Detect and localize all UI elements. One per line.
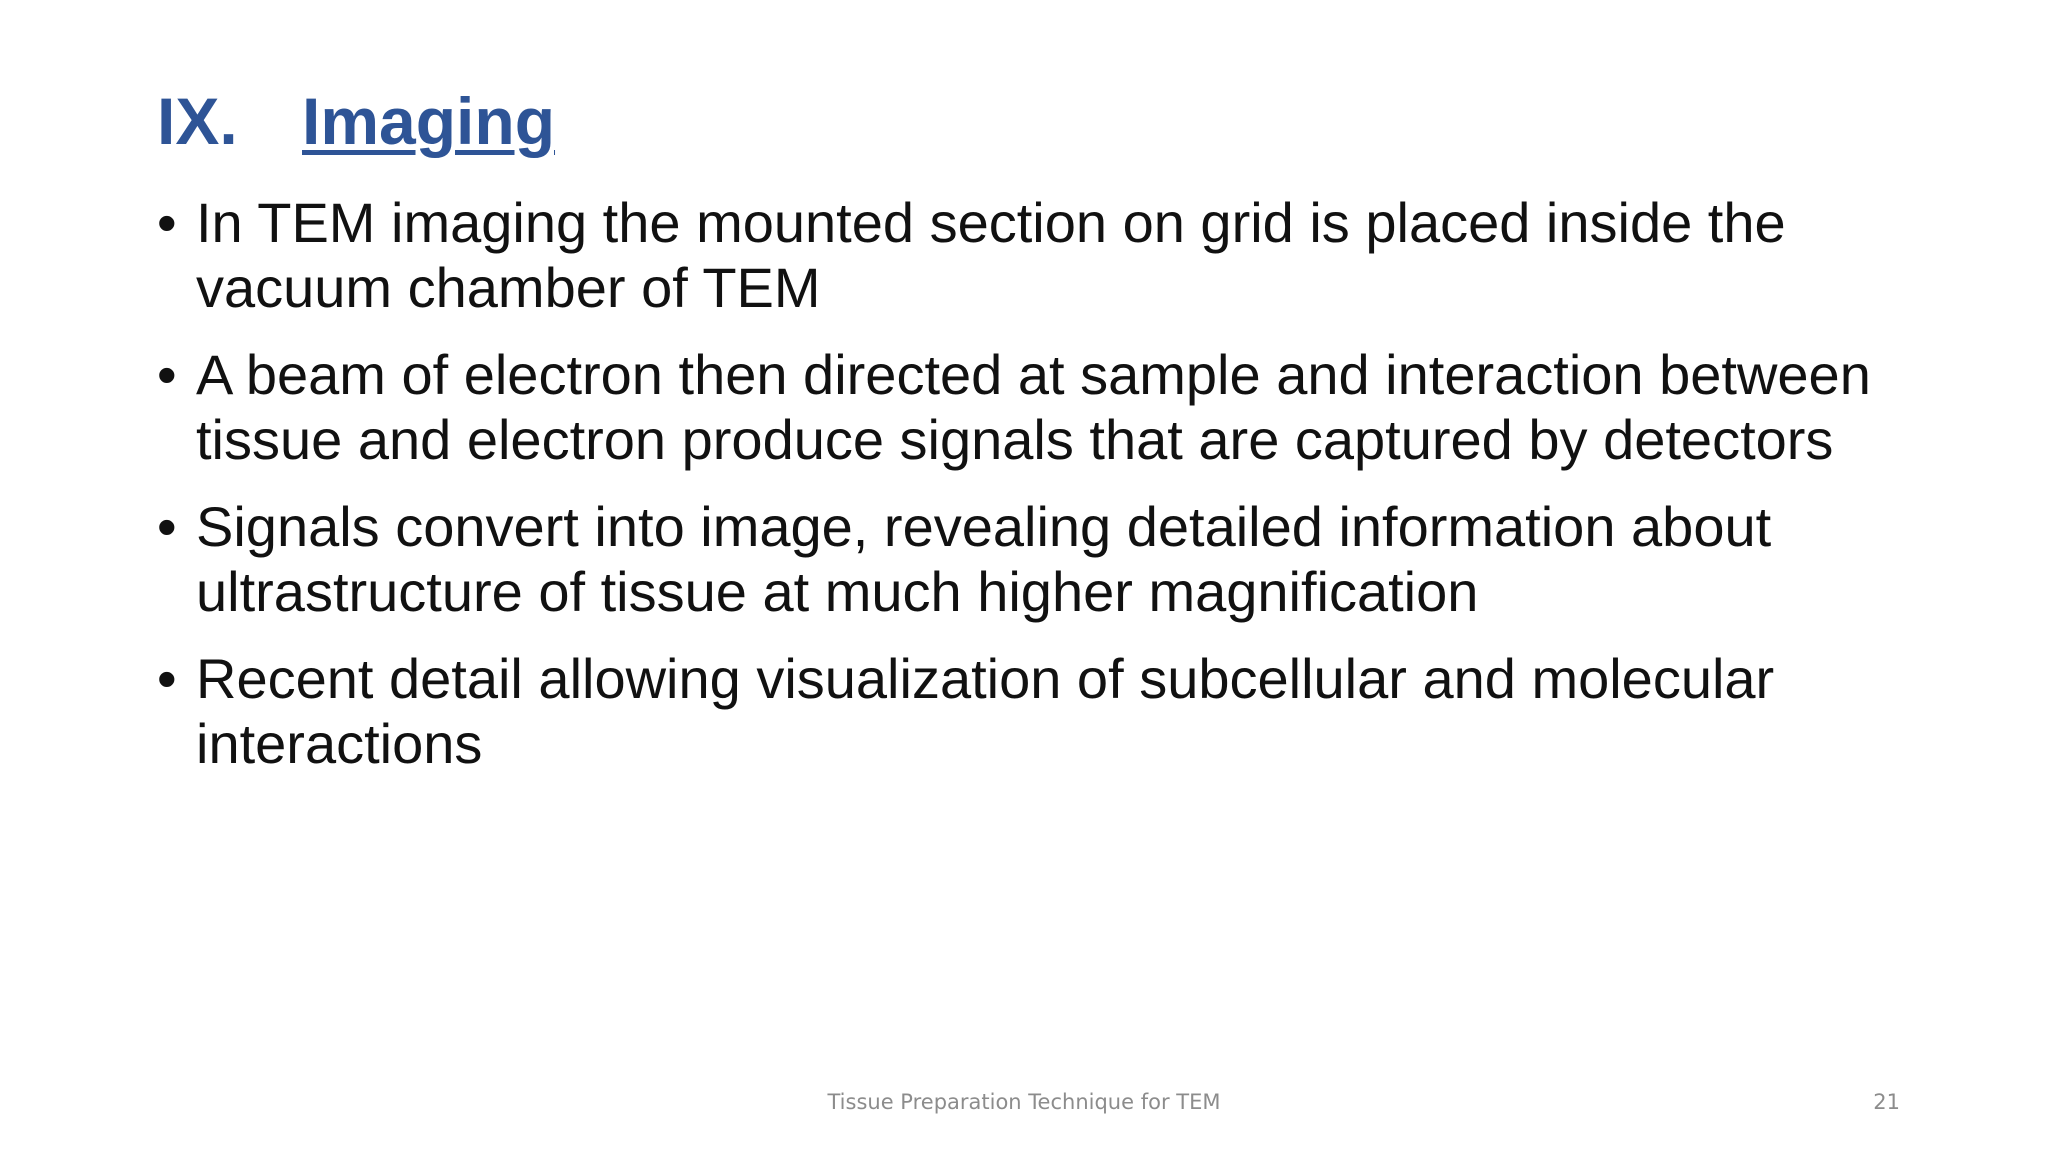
bullet-item <box>157 342 1917 472</box>
bullet-text: In TEM imaging the mounted section on grid is placed inside the vacuum chamber of TEM <box>196 191 1786 319</box>
bullet-item <box>157 190 1917 320</box>
bullet-item <box>157 646 1917 776</box>
bullet-dot-icon: • <box>157 495 177 558</box>
bullet-list <box>157 190 1917 798</box>
slide-title <box>157 80 555 162</box>
bullet-text: A beam of electron then directed at sample and interaction between tissue and electron produce signals that are captured by detectors <box>196 343 1871 471</box>
slide-footer: Tissue Preparation Technique for TEM <box>827 1090 1221 1114</box>
page-number: 21 <box>1873 1090 1900 1114</box>
bullet-dot-icon: • <box>157 191 177 254</box>
bullet-dot-icon: • <box>157 647 177 710</box>
bullet-dot-icon: • <box>157 343 177 406</box>
title-text: Imaging <box>302 84 556 158</box>
bullet-item <box>157 494 1917 624</box>
bullet-text: Recent detail allowing visualization of subcellular and molecular interactions <box>196 647 1775 775</box>
bullet-text: Signals convert into image, revealing detailed information about ultrastructure of tissue at much higher magnification <box>196 495 1772 623</box>
title-number: IX. <box>157 84 238 158</box>
